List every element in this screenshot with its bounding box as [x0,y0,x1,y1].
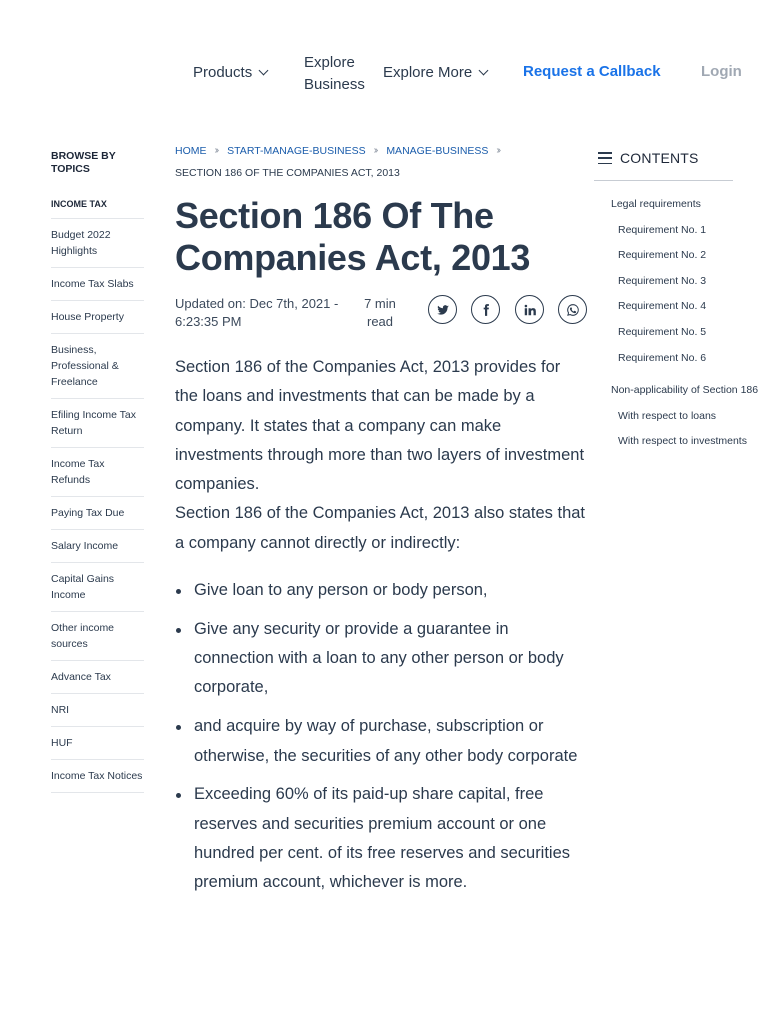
share-facebook-button[interactable] [471,295,500,324]
breadcrumb-manage-business[interactable]: MANAGE-BUSINESS [386,145,489,157]
toc-item[interactable]: With respect to loans [618,409,717,422]
sidebar-item[interactable]: NRI [51,694,144,727]
toc-item[interactable]: Requirement No. 4 [618,300,707,313]
article-paragraph: Section 186 of the Companies Act, 2013 provides for the loans and investments that can be made by a company. It states that a company can make investments through more than two layers of investment companies. [175,358,585,494]
request-callback-link[interactable]: Request a Callback [523,63,661,80]
sidebar-item[interactable]: Income Tax Slabs [51,268,144,301]
facebook-icon [479,303,493,317]
topics-sidebar [51,150,144,793]
list-item: Give any security or provide a guarantee in connection with a loan to any other person or body corporate, [175,615,587,703]
list-item: Give loan to any person or body person, [175,576,587,605]
toc-item[interactable]: Requirement No. 1 [618,223,707,236]
article-meta [175,295,587,341]
share-whatsapp-button[interactable] [558,295,587,324]
double-chevron-right-icon: ›› [496,145,500,156]
sidebar-item[interactable]: Advance Tax [51,661,144,694]
read-time: 7 min read [364,296,396,329]
sidebar-item[interactable]: Other income sources [51,612,144,661]
toc-list [594,198,759,448]
sidebar-item[interactable]: Budget 2022 Highlights [51,219,144,268]
twitter-icon [436,303,450,317]
toc-item[interactable]: Requirement No. 3 [618,274,707,287]
nav-explore-more[interactable] [383,64,487,81]
table-of-contents [594,150,759,448]
sidebar-item-income-tax[interactable]: INCOME TAX [51,196,144,219]
updated-date: Updated on: Dec 7th, 2021 - 6:23:35 PM [175,296,339,329]
breadcrumb-start-manage-business[interactable]: START-MANAGE-BUSINESS [227,145,366,157]
double-chevron-right-icon: ›› [214,145,218,156]
nav-products-label: Products [193,64,253,81]
site-header [0,0,768,120]
sidebar-item[interactable]: Paying Tax Due [51,497,144,530]
share-linkedin-button[interactable] [515,295,544,324]
sidebar-item[interactable]: Capital Gains Income [51,563,144,612]
article-main [175,143,587,907]
toc-item[interactable]: Non-applicability of Section 186 [611,384,759,397]
page-title: Section 186 Of The Companies Act, 2013 [175,195,531,278]
article-paragraph: Section 186 of the Companies Act, 2013 also states that a company cannot directly or indirectly: [175,504,586,552]
nav-explore-business[interactable]: Explore Business [304,54,365,93]
contents-title: CONTENTS [620,150,699,166]
chevron-down-icon [479,66,489,76]
sidebar-item[interactable]: Income Tax Notices [51,760,144,793]
whatsapp-icon [566,303,580,317]
breadcrumb-current: SECTION 186 OF THE COMPANIES ACT, 2013 [175,167,400,179]
double-chevron-right-icon: ›› [373,145,377,156]
linkedin-icon [523,303,537,317]
nav-explore-more-label: Explore More [383,64,473,81]
contents-header[interactable] [594,150,733,181]
chevron-down-icon [259,66,269,76]
list-item: Exceeding 60% of its paid-up share capital, free reserves and securities premium account or one hundred per cent. of its free reserves and securities premium account, whichever is more. [175,780,587,897]
sidebar-item[interactable]: Business, Professional & Freelance [51,334,144,399]
toc-item[interactable]: Requirement No. 2 [618,249,707,262]
toc-item[interactable]: With respect to investments [618,435,747,448]
breadcrumb-home[interactable]: HOME [175,145,207,157]
nav-products[interactable] [193,64,267,81]
sidebar-item[interactable]: Salary Income [51,530,144,563]
sidebar-item[interactable]: Income Tax Refunds [51,448,144,497]
breadcrumb [175,143,587,159]
login-link[interactable]: Login [701,63,742,80]
list-item: and acquire by way of purchase, subscription or otherwise, the securities of any other body corporate [175,712,587,771]
hamburger-icon [598,152,612,164]
article-bullet-list [175,576,587,897]
toc-item[interactable]: Legal requirements [611,198,701,210]
sidebar-item[interactable]: House Property [51,301,144,334]
article-body [175,353,587,898]
sidebar-item[interactable]: HUF [51,727,144,760]
sidebar-title: BROWSE BY TOPICS [51,150,116,175]
toc-item[interactable]: Requirement No. 6 [618,351,707,364]
toc-item[interactable]: Requirement No. 5 [618,325,707,338]
share-twitter-button[interactable] [428,295,457,324]
sidebar-item[interactable]: Efiling Income Tax Return [51,399,144,448]
